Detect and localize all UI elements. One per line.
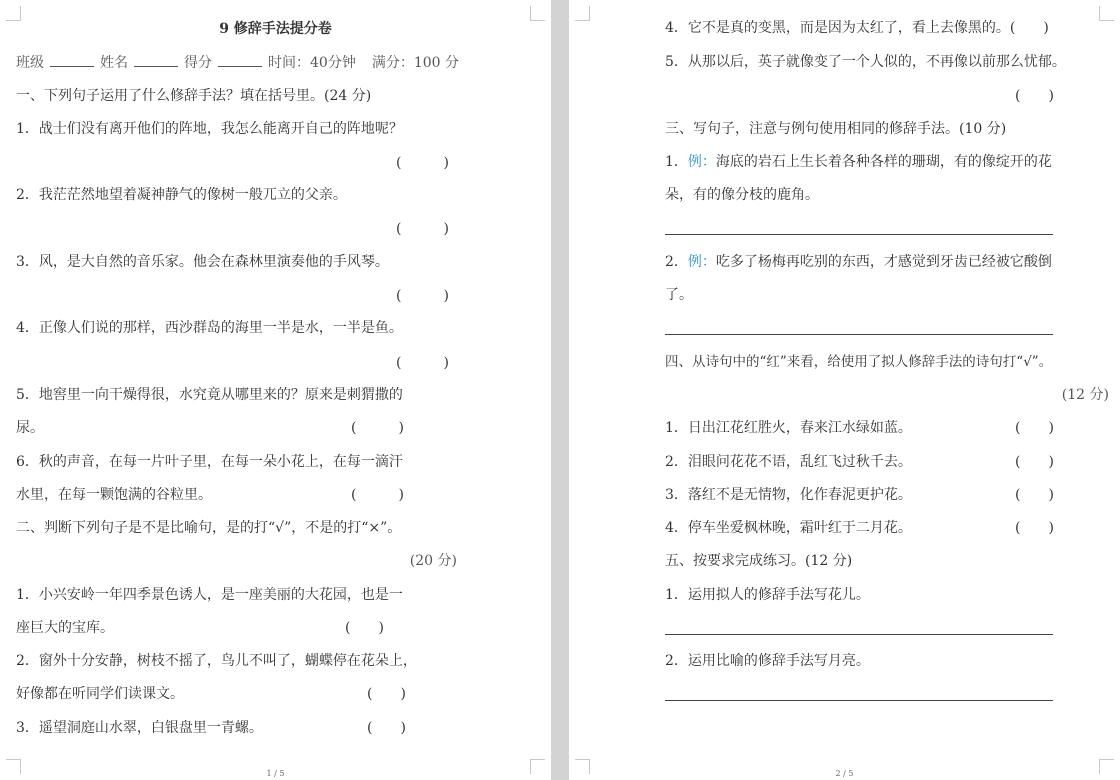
answer-bracket: ( ) (396, 355, 449, 371)
answer-bracket: ( ) (1015, 88, 1054, 104)
question-text (665, 252, 1052, 272)
question-text: 5．地窖里一向干燥得很，水究竟从哪里来的？原来是刺猬撒的 (16, 387, 403, 403)
section-3-heading: 三、写句子，注意与例句使用相同的修辞手法。(10 分) (665, 121, 1007, 137)
answer-bracket: ( ) (351, 487, 404, 503)
class-blank (50, 52, 94, 67)
answer-bracket: ( ) (1015, 454, 1054, 470)
class-label: 班级 (16, 55, 44, 71)
section-4-points: (12 分) (1061, 387, 1109, 403)
example-label: 例： (687, 254, 716, 270)
answer-bracket: ( ) (396, 288, 449, 304)
answer-bracket: ( ) (1015, 487, 1054, 503)
section-2-heading: 二、判断下列句子是不是比喻句，是的打“√”，不是的打“×”。 (16, 520, 402, 536)
question-text: 4．停车坐爱枫林晚，霜叶红于二月花。 (665, 520, 912, 536)
name-label: 姓名 (100, 55, 128, 71)
answer-bracket: ( ) (396, 155, 449, 171)
name-blank (134, 52, 178, 67)
question-text (665, 152, 1052, 172)
time-info: 时间：40分钟 (268, 55, 356, 71)
question-text: 1．小兴安岭一年四季景色诱人，是一座美丽的大花园，也是一 (16, 587, 403, 603)
answer-line[interactable] (665, 234, 1053, 235)
question-number: 1． (665, 154, 688, 170)
full-score-info: 满分：100 分 (371, 55, 459, 71)
section-4-heading: 四、从诗句中的“红”来看，给使用了拟人修辞手法的诗句打“√”。 (665, 354, 1053, 370)
answer-bracket: ( ) (351, 420, 404, 436)
question-text: 3．遥望洞庭山水翠，白银盘里一青螺。 (16, 720, 263, 736)
answer-line[interactable] (665, 334, 1053, 335)
question-text: 5．从那以后，英子就像变了一个人似的，不再像以前那么忧郁。 (665, 54, 1066, 70)
section-5-heading: 五、按要求完成练习。(12 分) (665, 553, 853, 569)
answer-bracket: ( ) (367, 686, 406, 702)
question-text: 水里，在每一颗饱满的谷粒里。 (16, 487, 212, 503)
page-number: 1 / 5 (266, 769, 285, 778)
question-text: 2．泪眼问花花不语，乱红飞过秋千去。 (665, 454, 912, 470)
question-text: 尿。 (16, 420, 44, 436)
question-text: 了。 (665, 287, 693, 303)
question-text: 座巨大的宝库。 (16, 620, 114, 636)
question-text: 朵，有的像分枝的鹿角。 (665, 187, 819, 203)
answer-line[interactable] (665, 634, 1053, 635)
question-text: 3．风，是大自然的音乐家。他会在森林里演奏他的手风琴。 (16, 254, 389, 270)
section-1-heading: 一、下列句子运用了什么修辞手法？填在括号里。(24 分) (16, 88, 372, 104)
question-text: 4．它不是真的变黑，而是因为太红了，看上去像黑的。( ) (665, 20, 1049, 36)
question-text: 3．落红不是无情物，化作春泥更护花。 (665, 487, 912, 503)
question-text: 6．秋的声音，在每一片叶子里，在每一朵小花上，在每一滴汗 (16, 454, 403, 470)
corner-mark (575, 6, 590, 21)
question-text: 2．我茫茫然地望着凝神静气的像树一般兀立的父亲。 (16, 187, 347, 203)
question-text: 2．运用比喻的修辞手法写月亮。 (665, 653, 870, 669)
question-text: 2．窗外十分安静，树枝不摇了，鸟儿不叫了，蝴蝶停在花朵上， (16, 653, 417, 669)
example-sentence: 海底的岩石上生长着各种各样的珊瑚，有的像绽开的花 (715, 154, 1052, 170)
example-label: 例： (687, 154, 716, 170)
question-text: 1．运用拟人的修辞手法写花儿。 (665, 587, 870, 603)
page-title: 9 修辞手法提分卷 (219, 21, 332, 37)
answer-bracket: ( ) (1015, 520, 1054, 536)
answer-bracket: ( ) (367, 720, 406, 736)
question-text: 好像都在听同学们读课文。 (16, 686, 184, 702)
document-page-2 (569, 0, 1120, 780)
answer-line[interactable] (665, 700, 1053, 701)
score-blank (218, 52, 262, 67)
question-text: 4．正像人们说的那样，西沙群岛的海里一半是水，一半是鱼。 (16, 320, 403, 336)
answer-bracket: ( ) (345, 620, 384, 636)
answer-bracket: ( ) (1015, 420, 1054, 436)
question-text: 1．日出江花红胜火，春来江水绿如蓝。 (665, 420, 912, 436)
corner-mark (1099, 6, 1114, 21)
section-2-points: (20 分) (409, 553, 457, 569)
exam-info-row (16, 52, 465, 73)
document-page-1 (0, 0, 551, 780)
question-number: 2． (665, 254, 688, 270)
question-text: 1．战士们没有离开他们的阵地，我怎么能离开自己的阵地呢？ (16, 121, 403, 137)
page-number: 2 / 5 (835, 769, 854, 778)
example-sentence: 吃多了杨梅再吃别的东西，才感觉到牙齿已经被它酸倒 (715, 254, 1052, 270)
answer-bracket: ( ) (396, 221, 449, 237)
score-label: 得分 (184, 55, 212, 71)
